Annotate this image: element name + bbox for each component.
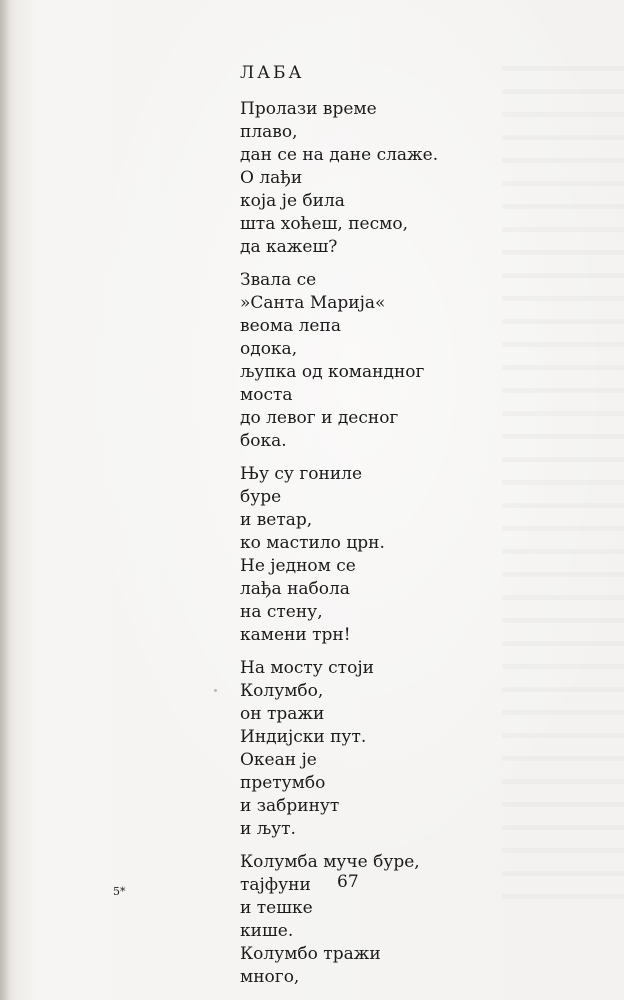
poem-line: лађа набола	[240, 579, 350, 599]
paper-speck	[214, 689, 217, 692]
poem-line: плаво,	[240, 122, 298, 142]
poem-line: Колумбо тражи	[240, 944, 381, 964]
poem-line: која је била	[240, 191, 345, 211]
poem-line: камени трн!	[240, 625, 351, 645]
poem-line: одока,	[240, 339, 298, 359]
poem-line: претумбо	[240, 773, 326, 793]
poem-line: он тражи	[240, 704, 325, 724]
poem-line: Индијски пут.	[240, 727, 367, 747]
poem-line: На мосту стоји	[240, 658, 374, 678]
poem-line: моста	[240, 385, 293, 405]
poem-line: Колумбо,	[240, 681, 324, 701]
paper-speck	[328, 858, 330, 860]
poem-line: на стену,	[240, 602, 323, 622]
stanza-1	[240, 98, 500, 259]
poem-line: О лађи	[240, 168, 303, 188]
poem-line: и тешке	[240, 898, 313, 918]
poem-line: Звала се	[240, 270, 317, 290]
page-gutter-shadow	[0, 0, 10, 1000]
stanza-4	[240, 657, 500, 841]
poem-line: и ветар,	[240, 510, 313, 530]
poem-line: дан се на дане слаже.	[240, 145, 439, 165]
poem	[240, 64, 500, 999]
poem-line: Океан је	[240, 750, 317, 770]
poem-line: љупка од командног	[240, 362, 425, 382]
poem-line: и љут.	[240, 819, 296, 839]
poem-line: Колумба муче буре,	[240, 852, 420, 872]
poem-line: Њу су гониле	[240, 464, 363, 484]
poem-line: веома лепа	[240, 316, 341, 336]
poem-line: Не једном се	[240, 556, 356, 576]
stanza-2	[240, 269, 500, 453]
page-number: 67	[337, 872, 359, 892]
bleed-through-texture	[502, 55, 624, 905]
stanza-3	[240, 463, 500, 647]
poem-line: Пролази време	[240, 99, 377, 119]
poem-line: тајфуни	[240, 875, 311, 895]
poem-line: шта хоћеш, песмо,	[240, 214, 408, 234]
stanza-5	[240, 851, 500, 989]
poem-line: бока.	[240, 431, 287, 451]
poem-line: буре	[240, 487, 282, 507]
poem-line: до левог и десног	[240, 408, 399, 428]
poem-line: да кажеш?	[240, 237, 338, 257]
poem-line: »Санта Марија«	[240, 293, 386, 313]
poem-title: ЛАБА	[240, 63, 305, 83]
poem-line: кише.	[240, 921, 294, 941]
poem-line: и забринут	[240, 796, 340, 816]
poem-line: много,	[240, 967, 300, 987]
signature-mark: 5*	[113, 885, 126, 898]
poem-line: ко мастило црн.	[240, 533, 385, 553]
